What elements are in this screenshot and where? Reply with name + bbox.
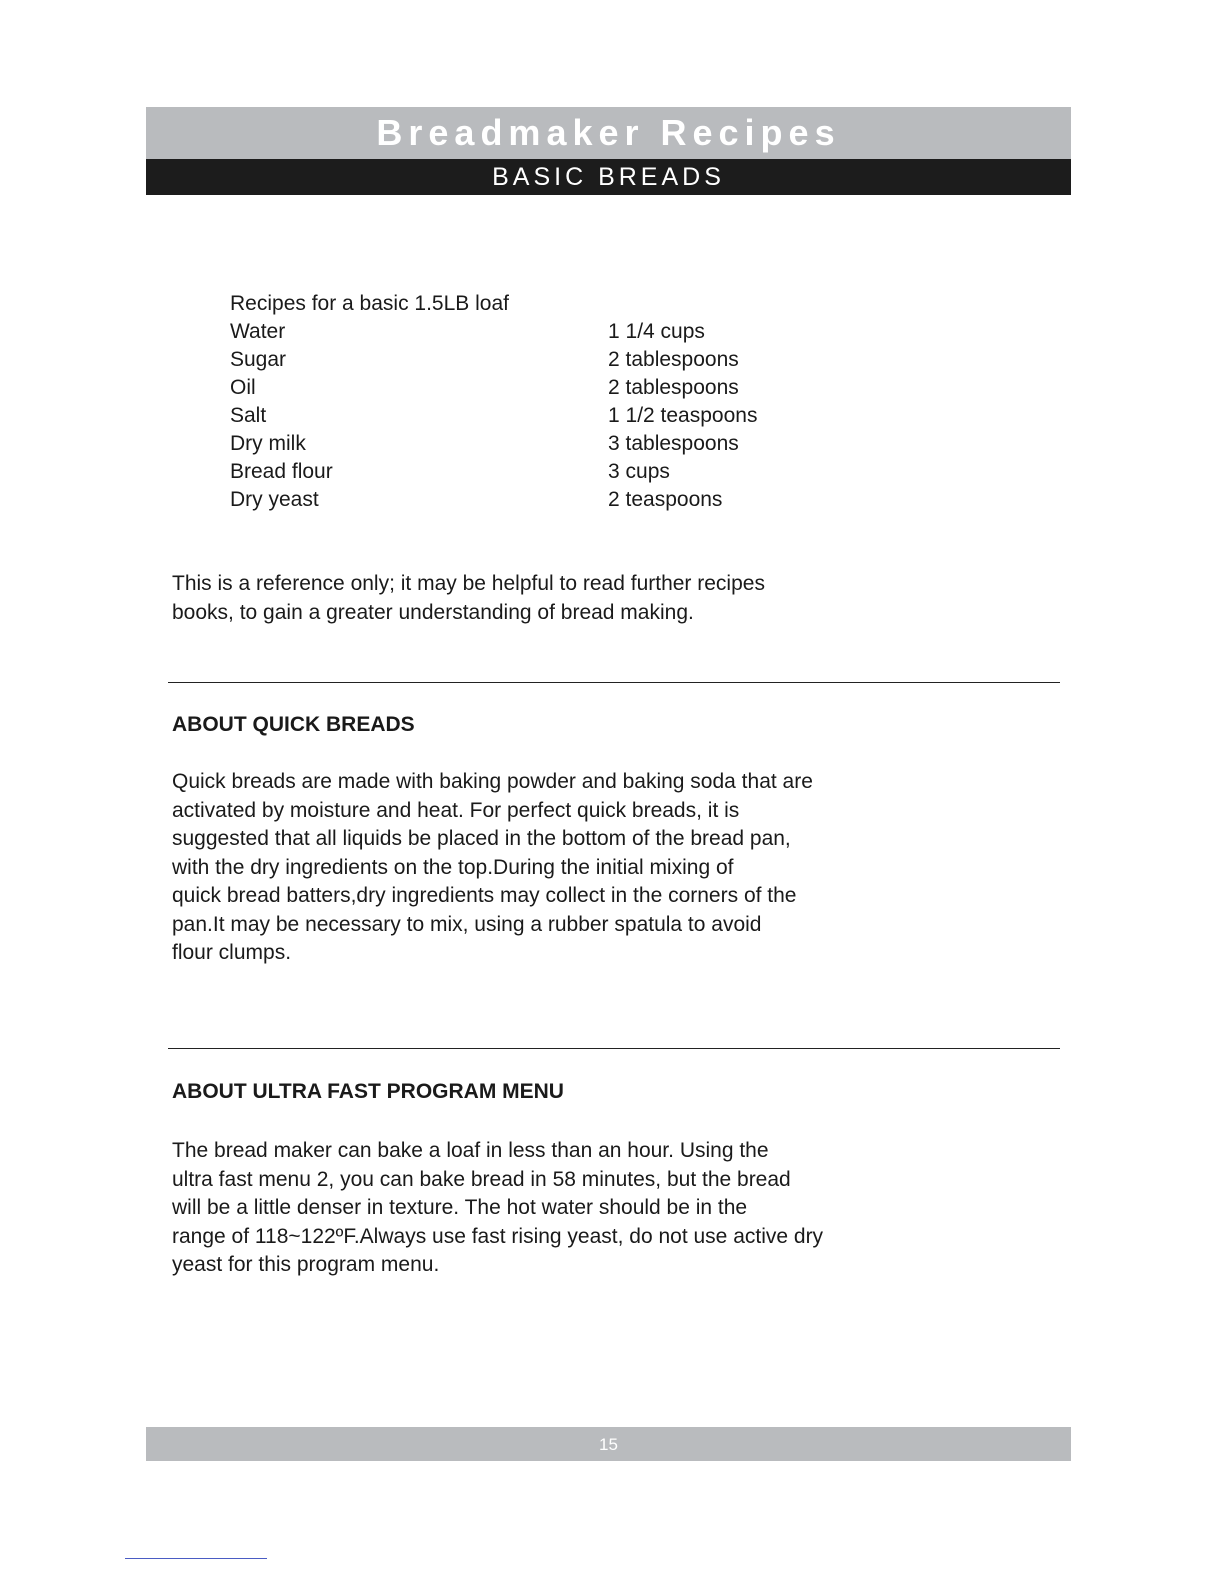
ingredient-name: Dry milk — [230, 432, 306, 455]
ingredient-row — [230, 486, 850, 514]
text-line: suggested that all liquids be placed in the bottom of the bread pan, — [172, 827, 791, 850]
text-line: flour clumps. — [172, 941, 292, 964]
header-title-bar — [146, 107, 1071, 159]
text-line: range of 118~122ºF.Always use fast rising yeast, do not use active dry — [172, 1224, 824, 1248]
ingredient-row — [230, 402, 850, 430]
text-line: quick bread batters,dry ingredients may collect in the corners of the — [172, 884, 797, 907]
quick-breads-paragraph — [172, 768, 872, 968]
text-line: Quick breads are made with baking powder and baking soda that are — [172, 770, 813, 793]
reference-note — [172, 570, 872, 627]
ingredient-name: Oil — [230, 376, 256, 399]
ingredient-name: Dry yeast — [230, 488, 319, 511]
ingredient-row — [230, 458, 850, 486]
page-number: 15 — [599, 1434, 618, 1454]
text-line: will be a little denser in texture. The hot water should be in the — [172, 1196, 748, 1219]
text-line: books, to gain a greater understanding of bread making. — [172, 600, 694, 624]
ingredient-name: Water — [230, 320, 286, 343]
recipe-table — [230, 290, 850, 514]
page-title: Breadmaker Recipes — [376, 112, 841, 153]
ultra-fast-paragraph — [172, 1137, 872, 1280]
ingredient-row — [230, 374, 850, 402]
ingredient-amount: 1 1/2 teaspoons — [608, 404, 758, 427]
ingredient-row — [230, 318, 850, 346]
ingredient-name: Salt — [230, 404, 267, 427]
ingredient-row — [230, 430, 850, 458]
section-divider — [168, 1048, 1060, 1049]
ultra-fast-heading: ABOUT ULTRA FAST PROGRAM MENU — [172, 1080, 564, 1103]
header-subtitle-bar — [146, 159, 1071, 195]
ingredient-row — [230, 346, 850, 374]
quick-breads-heading: ABOUT QUICK BREADS — [172, 713, 415, 736]
text-line: with the dry ingredients on the top.During the initial mixing of — [172, 855, 734, 879]
text-line: ultra fast menu 2, you can bake bread in 58 minutes, but the bread — [172, 1167, 791, 1191]
section-divider — [168, 682, 1060, 683]
ingredient-amount: 2 teaspoons — [608, 488, 723, 511]
ingredient-name: Bread flour — [230, 460, 333, 483]
ingredient-amount: 3 cups — [608, 460, 670, 483]
ingredient-name: Sugar — [230, 348, 287, 371]
text-line: pan.It may be necessary to mix, using a rubber spatula to avoid — [172, 912, 762, 936]
text-line: activated by moisture and heat. For perfect quick breads, it is — [172, 798, 740, 822]
text-line: yeast for this program menu. — [172, 1253, 440, 1276]
ingredient-amount: 3 tablespoons — [608, 432, 739, 455]
footnote-rule — [125, 1558, 267, 1559]
text-line: The bread maker can bake a loaf in less than an hour. Using the — [172, 1139, 769, 1162]
text-line: This is a reference only; it may be helpful to read further recipes — [172, 572, 765, 595]
recipe-intro: Recipes for a basic 1.5LB loaf — [230, 292, 509, 315]
ingredient-amount: 1 1/4 cups — [608, 320, 705, 343]
ingredient-amount: 2 tablespoons — [608, 376, 739, 399]
section-subtitle: BASIC BREADS — [492, 162, 725, 191]
ingredient-amount: 2 tablespoons — [608, 348, 739, 371]
footer-bar — [146, 1427, 1071, 1461]
